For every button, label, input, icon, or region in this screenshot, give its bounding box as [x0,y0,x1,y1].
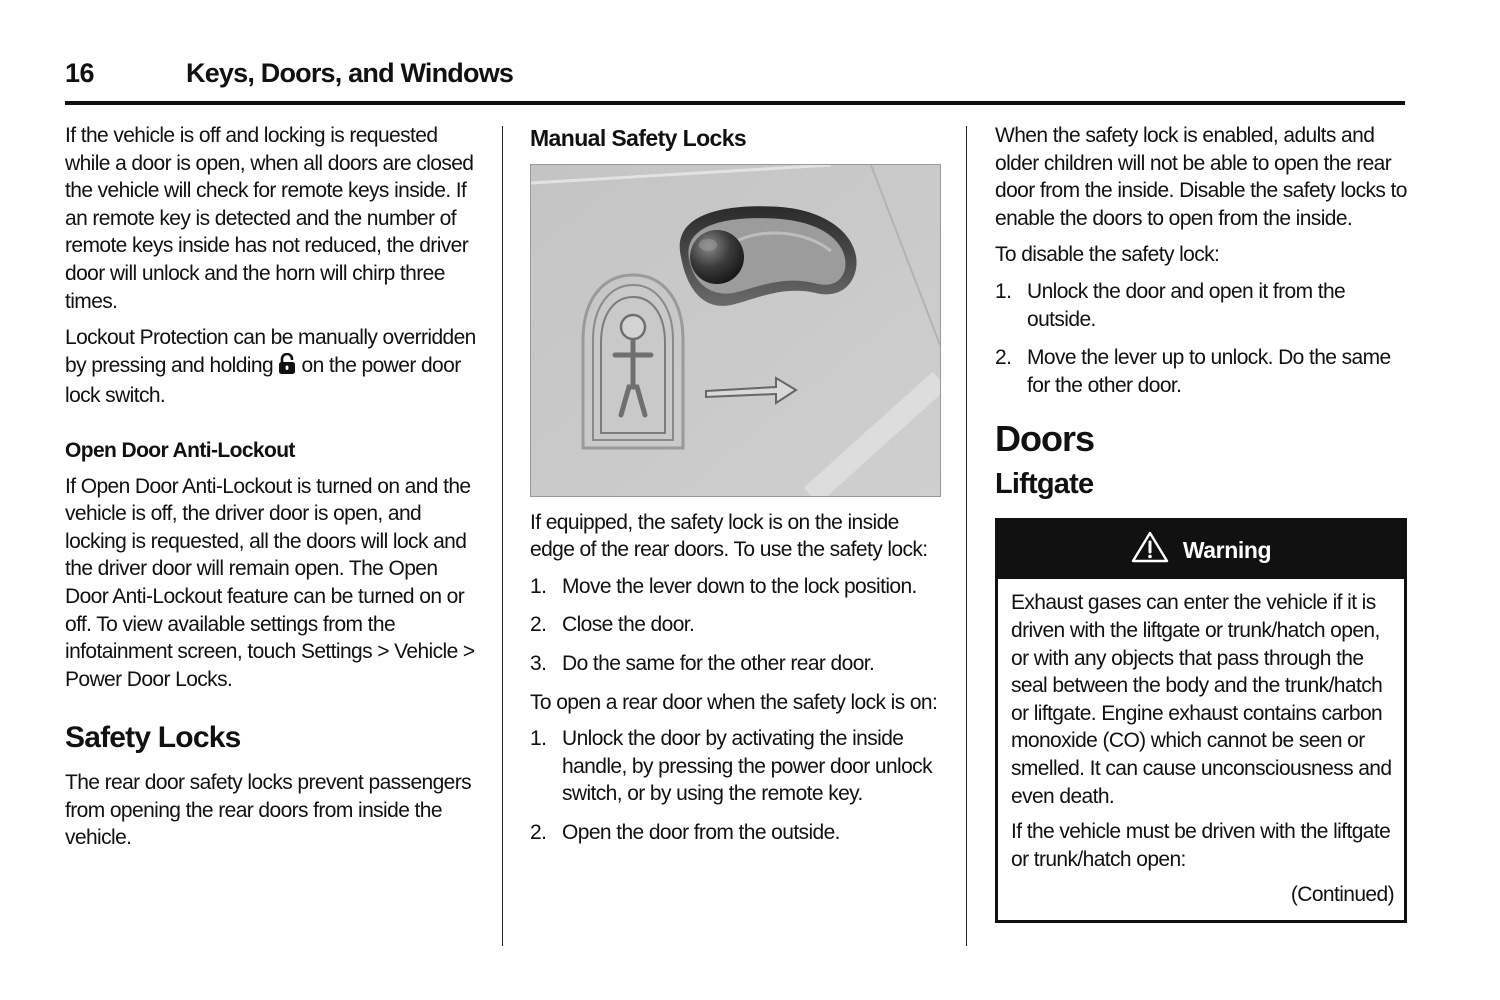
unlock-icon [278,353,296,383]
paragraph: To disable the safety lock: [995,243,1220,267]
step-number: 2. [530,613,547,637]
step-number: 1. [995,279,1012,303]
paragraph: If equipped, the safety lock is on the inside edge of the rear doors. To use the safety lock: [530,510,928,562]
list-item [530,725,945,808]
warning-body [998,579,1404,920]
step-number: 1. [530,727,547,751]
list-item [530,611,945,639]
paragraph: When the safety lock is enabled, adults and older children will not be able to open the rear door from the inside. Disable the safety locks to enable the doors to open from the inside. [995,124,1407,230]
warning-header [998,521,1404,579]
column-divider-2 [966,126,967,946]
paragraph [65,324,480,410]
column-divider-1 [502,126,503,946]
open-steps-list [530,725,945,846]
header-rule [65,101,1405,105]
step-text: Do the same for the other rear door. [562,651,875,675]
step-number: 3. [530,651,547,675]
disable-steps-list [995,278,1407,399]
list-item [530,650,945,678]
column-3 [995,122,1407,923]
paragraph-text: on the power door lock switch. [65,353,461,408]
section-heading: Safety Locks [65,721,241,755]
paragraph: If Open Door Anti-Lockout is turned on and the vehicle is off, the driver door is open, and locking is requested, all the doors will lock and the driver door will remain open. The Open Door Anti-Lockout feature can be turned on or off. To view available settings from the infotainment screen, touch Settings > Vehicle > Power Door Locks. [65,474,475,691]
list-item [995,344,1407,399]
lock-steps-list [530,573,945,678]
paragraph: If the vehicle must be driven with the liftgate or trunk/hatch open: [1011,820,1391,871]
step-number: 1. [530,574,547,598]
page-number: 16 [65,58,95,88]
warning-title: Warning [1182,536,1272,563]
minor-heading: Liftgate [995,468,1094,501]
column-2 [530,122,945,858]
child-lock-lever-illustration [530,164,941,497]
step-text: Close the door. [562,613,695,637]
major-heading: Doors [995,418,1095,460]
paragraph: Exhaust gases can enter the vehicle if it is driven with the liftgate or trunk/hatch open, or with any objects that pass through the seal between the body and the trunk/hatch or liftgate. Engine exhaust contains carbon monoxide (CO) which cannot be seen or smelled. It can cause unconsciousness and even death. [1011,591,1392,808]
list-item [530,573,945,601]
step-text: Move the lever up to unlock. Do the same for the other door. [1027,346,1391,397]
list-item [530,819,945,847]
paragraph-text: Lockout Protection can be manually overridden by pressing and holding [65,326,476,377]
step-number: 2. [995,346,1012,370]
column-1 [65,122,480,861]
list-item [995,278,1407,333]
subsection-heading: Open Door Anti-Lockout [65,438,295,462]
warning-box [995,518,1407,923]
step-text: Unlock the door and open it from the outside. [1027,279,1346,331]
warning-triangle-icon [1131,531,1169,570]
continued-label: (Continued) [1290,883,1394,907]
step-text: Move the lever down to the lock position. [562,574,917,598]
paragraph: To open a rear door when the safety lock is on: [530,690,938,714]
page-title: Keys, Doors, and Windows [186,58,514,88]
figure-heading: Manual Safety Locks [530,125,747,151]
step-text: Open the door from the outside. [562,820,840,844]
paragraph: The rear door safety locks prevent passengers from opening the rear doors from inside the vehicle. [65,771,472,850]
step-text: Unlock the door by activating the inside handle, by pressing the power door unlock switch, or by using the remote key. [562,727,932,806]
paragraph: If the vehicle is off and locking is requested while a door is open, when all doors are closed the vehicle will check for remote keys inside. If an remote key is detected and the number of remote keys inside has not reduced, the driver door will unlock and the horn will chirp three times. [65,124,474,313]
step-number: 2. [530,820,547,844]
